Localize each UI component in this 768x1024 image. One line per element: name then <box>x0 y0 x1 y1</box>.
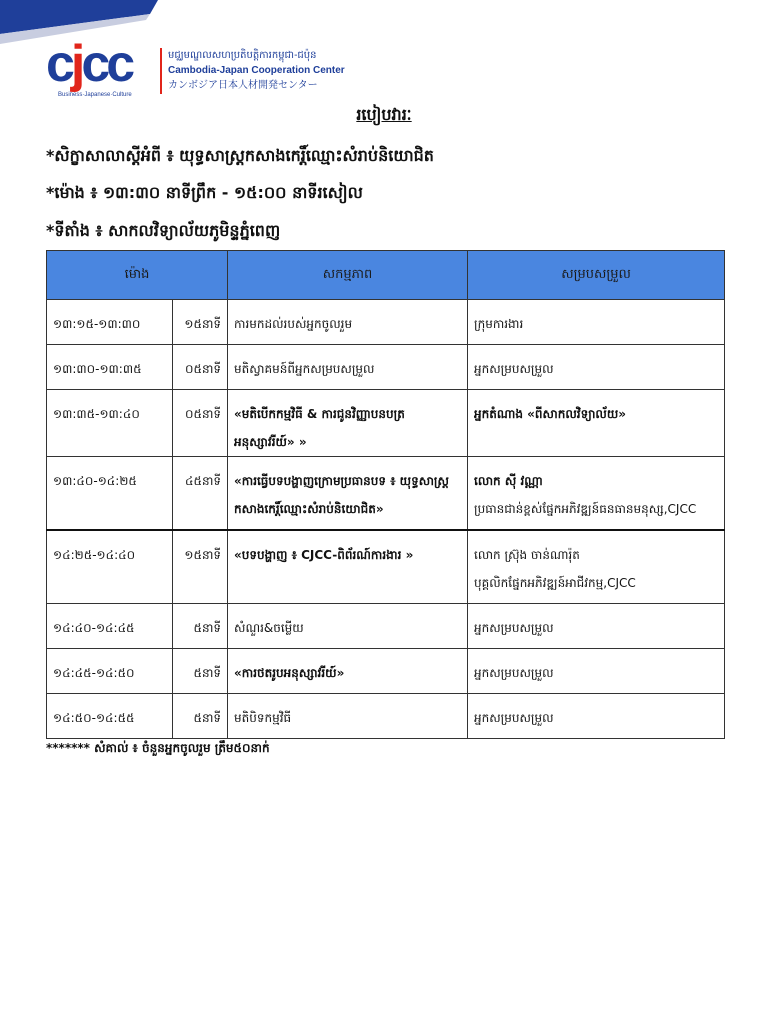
row-activity: មតិស្វាគមន៍ពីអ្នកសម្របសម្រួល <box>234 362 375 376</box>
agenda-table <box>46 250 725 739</box>
row-duration-cell <box>173 530 228 604</box>
row-moderator: អ្នកសម្របសម្រួល <box>474 621 554 635</box>
row-time: ១៤:៥០-១៤:៥៥ <box>53 711 135 725</box>
row-activity: «បទបង្ហាញ ៖ CJCC-ពិព័រណ៍ការងារ » <box>234 548 414 562</box>
org-name-japanese: カンボジア日本人材開発センター <box>168 80 318 91</box>
row-time: ១៣:៤០-១៤:២៥ <box>53 474 137 488</box>
row-moderator: លោក ស៊ី វណ្ណា <box>474 474 543 488</box>
row-moderator: ក្រុមការងារ <box>474 317 524 331</box>
row-moderator-cell <box>468 390 725 457</box>
row-moderator-title: ប្រធានជាន់ខ្ពស់ផ្នែកអភិវឌ្ឍន៍ធនធានមនុស្ស,CJCC <box>474 502 697 516</box>
org-name-khmer: មជ្ឈមណ្ឌលសហប្រតិបត្តិការកម្ពុជា-ជប៉ុន <box>168 50 317 61</box>
row-moderator-cell <box>468 604 725 649</box>
row-moderator: អ្នកសម្របសម្រួល <box>474 666 554 680</box>
row-moderator: អ្នកសម្របសម្រួល <box>474 711 554 725</box>
table-row <box>47 345 725 390</box>
row-time: ១៣:៣០-១៣:៣៥ <box>53 362 142 376</box>
table-row <box>47 694 725 739</box>
row-moderator-cell <box>468 300 725 345</box>
row-duration-cell <box>173 300 228 345</box>
org-name-english: Cambodia-Japan Cooperation Center <box>168 65 345 76</box>
row-time-cell <box>47 345 173 390</box>
row-activity-cell <box>228 457 468 531</box>
row-duration: ៥នាទី <box>193 666 222 680</box>
row-activity: «មតិបើកកម្មវិធី & ការជូនវិញ្ញាបនបត្រអនុស្សាវរីយ៍» » <box>234 407 405 449</box>
seminar-topic: *សិក្ខាសាលាស្តីអំពី ៖ យុទ្ធសាស្ត្រកសាងកេរ្តិ៍ឈ្មោះសំរាប់និយោជិត <box>46 146 434 165</box>
logo-divider <box>160 48 162 94</box>
table-row <box>47 300 725 345</box>
row-activity-cell <box>228 300 468 345</box>
row-time: ១៤:៤០-១៤:៤៥ <box>53 621 135 635</box>
row-moderator: អ្នកតំណាង «ពីសាកលវិទ្យាល័យ» <box>474 407 627 421</box>
row-activity: «ការថតរូបអនុស្សាវរីយ៍» <box>234 666 345 680</box>
table-row <box>47 457 725 531</box>
row-time-cell <box>47 649 173 694</box>
row-time-cell <box>47 694 173 739</box>
row-time: ១៣:៣៥-១៣:៤០ <box>53 407 140 421</box>
row-time-cell <box>47 300 173 345</box>
row-time: ១៣:១៥-១៣:៣០ <box>53 317 141 331</box>
row-time: ១៤:៤៥-១៤:៥០ <box>53 666 135 680</box>
row-activity: សំណួរ&ចម្លើយ <box>234 621 304 635</box>
header-moderator: សម្របសម្រួល <box>468 251 725 300</box>
row-duration: ៤៥នាទី <box>184 474 222 488</box>
row-duration: ០៥នាទី <box>184 407 222 421</box>
table-row <box>47 604 725 649</box>
row-duration: ១៥នាទី <box>184 548 222 562</box>
org-name-block <box>168 48 388 93</box>
row-time-cell <box>47 530 173 604</box>
table-row <box>47 649 725 694</box>
row-moderator-title: បុគ្គលិកផ្នែកអភិវឌ្ឍន៍អាជីវកម្ម,CJCC <box>474 576 636 590</box>
row-activity-cell <box>228 694 468 739</box>
cjcc-logo <box>46 34 376 100</box>
logo-wordmark: cjcc <box>46 35 132 93</box>
row-moderator-cell <box>468 649 725 694</box>
row-duration-cell <box>173 390 228 457</box>
row-duration-cell <box>173 345 228 390</box>
row-duration-cell <box>173 649 228 694</box>
header-activity: សកម្មភាព <box>228 251 468 300</box>
table-row <box>47 530 725 604</box>
row-activity-cell <box>228 530 468 604</box>
page-title: របៀបវារៈ <box>356 105 412 124</box>
row-activity: មតិបិទកម្មវិធី <box>234 711 292 725</box>
row-duration-cell <box>173 604 228 649</box>
row-activity-cell <box>228 604 468 649</box>
agenda-header-row <box>47 251 725 300</box>
row-duration-cell <box>173 457 228 531</box>
row-activity: ការមកដល់របស់អ្នកចូលរួម <box>234 317 353 331</box>
row-duration: ៥នាទី <box>193 711 222 725</box>
row-moderator-cell <box>468 694 725 739</box>
row-duration: ០៥នាទី <box>184 362 222 376</box>
row-duration: ១៥នាទី <box>184 317 222 331</box>
row-activity-cell <box>228 390 468 457</box>
header-time: ម៉ោង <box>47 251 228 300</box>
table-row <box>47 390 725 457</box>
row-activity-cell <box>228 649 468 694</box>
row-activity-cell <box>228 345 468 390</box>
row-moderator-cell <box>468 457 725 531</box>
row-time: ១៤:២៥-១៤:៤០ <box>53 548 136 562</box>
row-duration: ៥នាទី <box>193 621 222 635</box>
row-moderator: លោក ស្រ៊ុង ចាន់ណារ៉ុត <box>474 548 580 562</box>
row-time-cell <box>47 390 173 457</box>
row-moderator-cell <box>468 530 725 604</box>
row-time-cell <box>47 457 173 531</box>
participant-note: ******* សំគាល់ ៖ ចំនួនអ្នកចូលរួម ត្រឹម៥០នាក់ <box>46 741 270 755</box>
row-time-cell <box>47 604 173 649</box>
logo-tagline: Business·Japanese·Culture <box>58 92 132 98</box>
row-activity: «ការធ្វើបទបង្ហាញក្រោមប្រធានបទ ៖ យុទ្ធសាស្ត្រកសាងកេរ្តិ៍ឈ្មោះសំរាប់និយោជិត» <box>234 474 449 516</box>
row-duration-cell <box>173 694 228 739</box>
row-moderator-cell <box>468 345 725 390</box>
seminar-time: *ម៉ោង ៖ ១៣:៣០ នាទីព្រឹក - ១៥:០០ នាទីរសៀល <box>46 183 363 202</box>
seminar-location: *ទីតាំង ៖ សាកលវិទ្យាល័យភូមិន្ទភ្នំពេញ <box>46 221 281 240</box>
row-moderator: អ្នកសម្របសម្រួល <box>474 362 554 376</box>
